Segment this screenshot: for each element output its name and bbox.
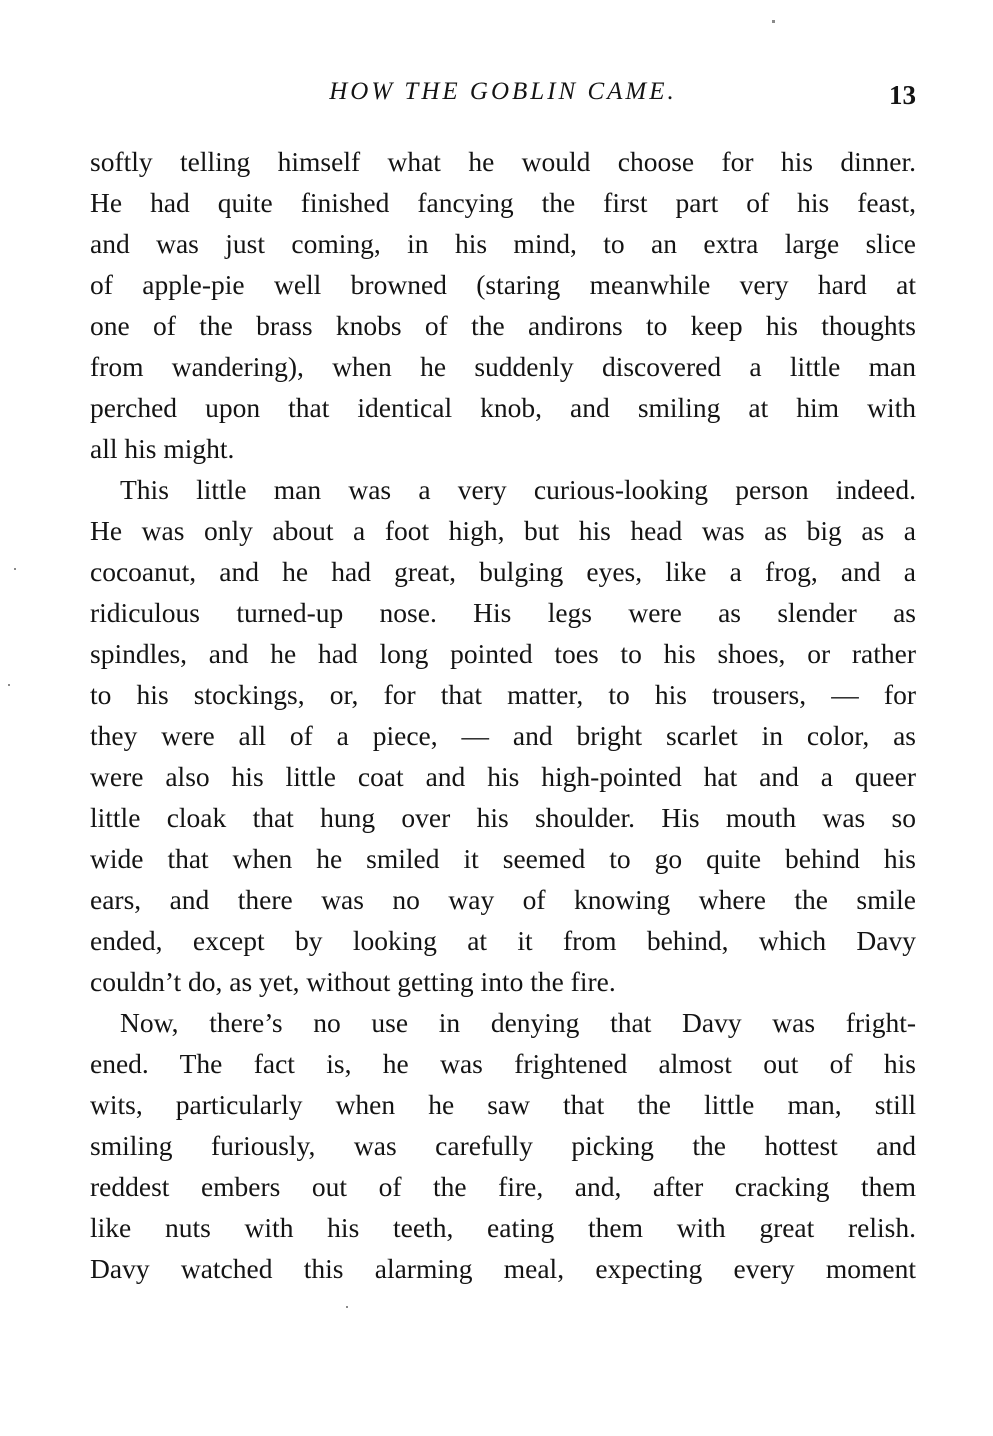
text-line: to his stockings, or, for that matter, to his trousers, — for — [90, 679, 916, 710]
text-line: they were all of a piece, — and bright scarlet in color, as — [90, 720, 916, 751]
text-line: wits, particularly when he saw that the little man, still — [90, 1089, 916, 1120]
text-line: ened. The fact is, he was frightened almost out of his — [90, 1048, 916, 1079]
text-line: from wandering), when he suddenly discovered a little man — [90, 351, 916, 382]
text-line: reddest embers out of the fire, and, after cracking them — [90, 1171, 916, 1202]
text-line: smiling furiously, was carefully picking the hottest and — [90, 1130, 916, 1161]
text-line: He was only about a foot high, but his head was as big as a — [90, 515, 916, 546]
text-line: couldn’t do, as yet, without getting into the fire. — [90, 966, 616, 997]
text-line: of apple-pie well browned (staring meanwhile very hard at — [90, 269, 916, 300]
page-header — [90, 78, 916, 118]
text-line: cocoanut, and he had great, bulging eyes, like a frog, and a — [90, 556, 916, 587]
text-line: wide that when he smiled it seemed to go quite behind his — [90, 843, 916, 874]
scan-speck — [772, 20, 775, 23]
text-line: little cloak that hung over his shoulder. His mouth was so — [90, 802, 916, 833]
body-text — [90, 141, 916, 1289]
text-line: one of the brass knobs of the andirons to keep his thoughts — [90, 310, 916, 341]
scan-speck — [346, 1306, 348, 1308]
text-line: ended, except by looking at it from behind, which Davy — [90, 925, 916, 956]
text-line: were also his little coat and his high-pointed hat and a queer — [90, 761, 916, 792]
text-line: softly telling himself what he would choose for his dinner. — [90, 146, 916, 177]
text-line: Davy watched this alarming meal, expecting every moment — [90, 1253, 916, 1284]
running-head: HOW THE GOBLIN CAME. — [329, 78, 677, 105]
text-line: and was just coming, in his mind, to an extra large slice — [90, 228, 916, 259]
text-line: like nuts with his teeth, eating them with great relish. — [90, 1212, 916, 1243]
scan-speck — [14, 568, 16, 570]
text-line: He had quite finished fancying the first part of his feast, — [90, 187, 916, 218]
text-line: ears, and there was no way of knowing where the smile — [90, 884, 916, 915]
page-number: 13 — [889, 80, 916, 110]
text-line: This little man was a very curious-looking person indeed. — [120, 474, 916, 505]
text-line: Now, there’s no use in denying that Davy was fright- — [120, 1007, 916, 1038]
scan-speck — [8, 684, 10, 686]
text-line: perched upon that identical knob, and smiling at him with — [90, 392, 916, 423]
text-line: all his might. — [90, 433, 235, 464]
text-line: spindles, and he had long pointed toes to his shoes, or rather — [90, 638, 916, 669]
text-line: ridiculous turned-up nose. His legs were as slender as — [90, 597, 916, 628]
